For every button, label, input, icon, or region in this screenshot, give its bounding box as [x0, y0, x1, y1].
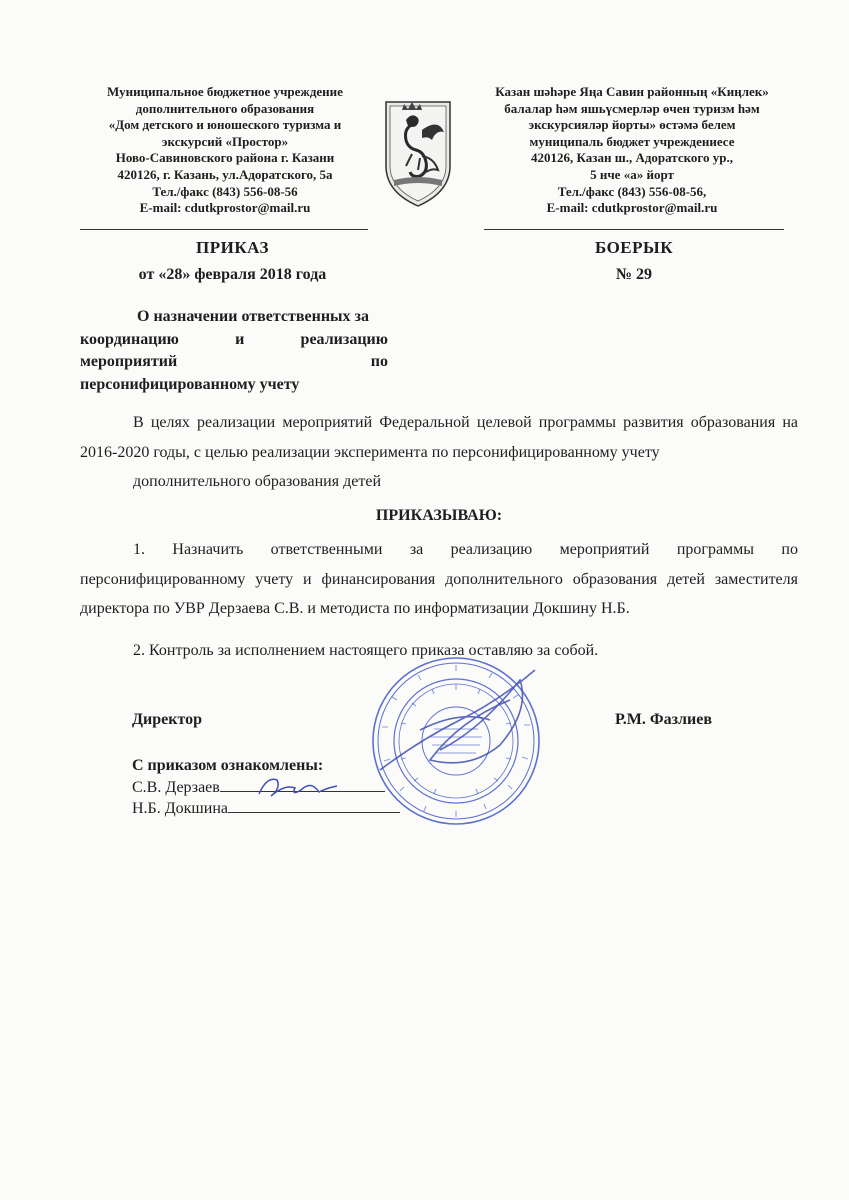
header-divider-right: [484, 229, 784, 230]
order-subject: [80, 306, 388, 396]
header-right-line: 420126, Казан ш., Адоратского ур.,: [531, 150, 733, 166]
header-right-tatar: [482, 84, 782, 217]
order-item-text: Контроль за исполнением настоящего приказа оставляю за собой.: [149, 642, 599, 659]
header-right-line: муниципаль бюджет учреждениесе: [529, 133, 735, 149]
header-left-line: экскурсий «Простор»: [161, 133, 289, 149]
employee-signature-icon: [255, 770, 340, 802]
subject-line: [80, 329, 388, 352]
order-item-number: 2.: [133, 642, 145, 659]
subject-line: персонифицированному учету: [80, 375, 300, 393]
order-title-tatar: БОЕРЫК: [594, 238, 674, 257]
header-right-line: 5 нче «а» йорт: [590, 166, 674, 182]
order-item-number: 1.: [133, 541, 145, 558]
header-left-email: E-mail: cdutkprostor@mail.ru: [139, 200, 311, 216]
header-left-russian: [80, 84, 370, 217]
kazan-coat-of-arms-icon: [382, 96, 454, 208]
order-item-1-text: [80, 535, 798, 624]
subject-word: реализацию: [300, 330, 388, 348]
signatory-name: Р.М. Фазлиев: [615, 711, 712, 728]
header-left-line: «Дом детского и юношеского туризма и: [108, 117, 342, 133]
subject-word: мероприятий: [80, 353, 178, 370]
header-left-line: Ново-Савиновского района г. Казани: [115, 150, 335, 166]
acknowledged-person: С.В. Дерзаев: [132, 779, 220, 796]
order-number: № 29: [615, 266, 653, 283]
order-item-1: [80, 535, 798, 624]
header-right-line: Тел./факс (843) 556-08-56,: [557, 183, 707, 199]
acknowledged-person: Н.Б. Докшина: [132, 800, 228, 817]
header-left-line: 420126, г. Казань, ул.Адоратского, 5а: [117, 166, 333, 182]
preamble-text-end: дополнительного образования детей: [133, 473, 381, 490]
order-heading: ПРИКАЗЫВАЮ:: [375, 507, 503, 524]
subject-word: и: [235, 330, 245, 348]
director-signature-icon: [360, 650, 560, 800]
subject-word: по: [370, 353, 388, 370]
preamble-text: В целях реализации мероприятий Федеральной целевой программы развития образования на 2016-2020 годы, с целью реализации эксперимента по персонифицированному учету: [80, 414, 798, 461]
preamble-paragraph: [80, 408, 798, 497]
header-divider-left: [80, 229, 368, 230]
header-right-line: Казан шәһәре Яңа Савин районның «Киңлек»: [495, 84, 769, 99]
header-left-line: дополнительного образования: [135, 100, 315, 116]
header-left-line: Муниципальное бюджетное учреждение: [107, 84, 343, 99]
header-right-line: балалар һәм яшьүсмерләр өчен туризм һәм: [504, 100, 760, 116]
order-date: от «28» февраля 2018 года: [138, 266, 327, 283]
subject-line: [80, 351, 388, 374]
header-left-line: Тел./факс (843) 556-08-56: [152, 183, 298, 199]
subject-line: О назначении ответственных за: [137, 308, 369, 325]
acknowledgement-title: С приказом ознакомлены:: [132, 757, 324, 774]
order-title-russian: ПРИКАЗ: [196, 238, 269, 257]
subject-word: координацию: [80, 330, 179, 348]
header-right-email: E-mail: cdutkprostor@mail.ru: [546, 200, 718, 216]
order-item-text: Назначить ответственными за реализацию мероприятий программы по персонифицированному учету и финансирования дополнительного образования детей заместителя директора по УВР Дерзаева С.В. и методиста по информатизации Докшину Н.Б.: [80, 541, 798, 617]
header-right-line: экскурсияләр йорты» өстәмә белем: [528, 117, 736, 133]
signatory-title: Директор: [132, 711, 202, 728]
